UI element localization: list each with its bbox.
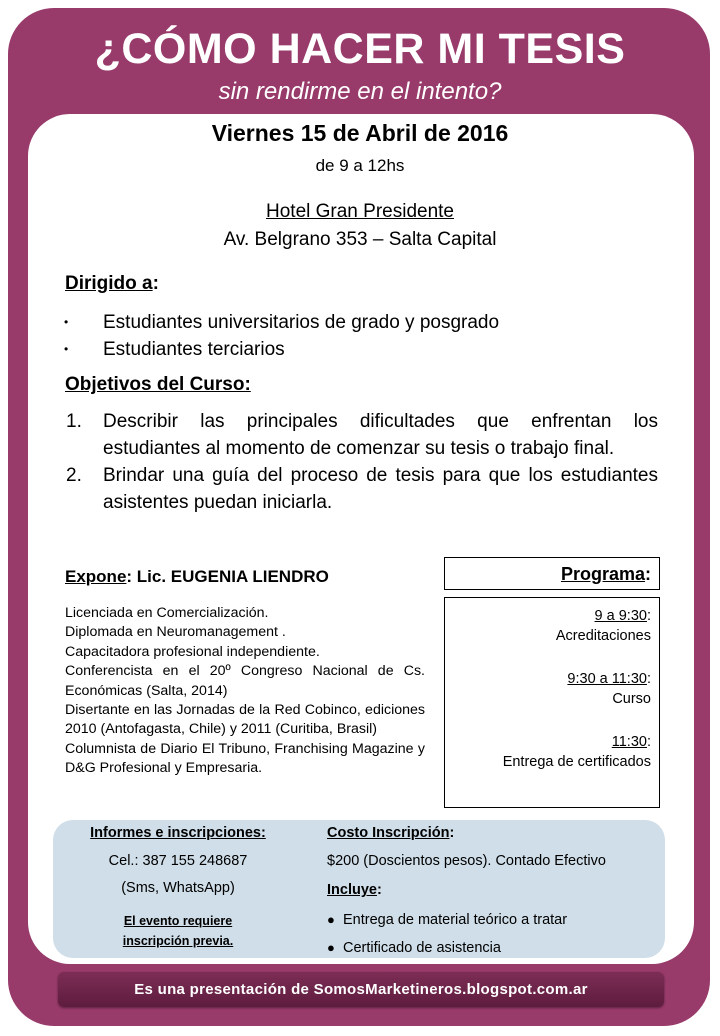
list-item [64, 408, 658, 462]
programa-label: Programa [560, 564, 645, 584]
incluye-list [327, 906, 567, 962]
programa-desc: Curso [612, 691, 651, 707]
informes-note-line1: El evento requiere [123, 914, 233, 928]
costo-heading [327, 825, 454, 841]
speaker-heading [65, 567, 329, 587]
event-address: Av. Belgrano 353 – Salta Capital [223, 229, 497, 250]
incluye-label: Incluye [327, 882, 377, 898]
speaker-name: : Lic. EUGENIA LIENDRO [126, 567, 329, 586]
event-venue: Hotel Gran Presidente [266, 201, 454, 222]
page-title: ¿CÓMO HACER MI TESIS [94, 25, 626, 73]
bio-line: Diplomada en Neuromanagement . [65, 624, 286, 641]
bullet-icon: ● [327, 940, 335, 955]
programa-item [567, 669, 651, 709]
costo-colon: : [449, 825, 455, 841]
costo-label: Costo Inscripción [327, 825, 450, 841]
bio-line: Conferencista en el 20º Congreso Nacional de Cs. Económicas (Salta, 2014) [65, 663, 425, 699]
bio-line: Capacitadora profesional independiente. [65, 643, 320, 660]
incluye-item-text: Certificado de asistencia [343, 940, 501, 956]
programa-time: 11:30: [611, 734, 651, 750]
list-item [64, 309, 499, 336]
dirigido-heading-label: Dirigido a [65, 273, 153, 294]
item-number: 1. [66, 411, 82, 432]
incluye-heading [327, 882, 382, 898]
dirigido-item-text: Estudiantes universitarios de grado y posgrado [103, 312, 500, 333]
bio-line: Columnista de Diario El Tribuno, Franchising Magazine y D&G Profesional y Empresaria. [65, 740, 425, 777]
bullet-icon: • [64, 315, 69, 329]
programa-heading [561, 564, 651, 585]
programa-time: 9 a 9:30: [594, 608, 651, 624]
objetivo-text: Describir las principales dificultades que enfrentan los estudiantes al momento de comenzar su tesis o trabajo final. [103, 411, 658, 459]
incluye-colon: : [376, 882, 382, 898]
programa-colon: : [645, 564, 651, 584]
dirigido-heading-colon: : [152, 273, 159, 294]
event-date: Viernes 15 de Abril de 2016 [211, 120, 509, 146]
programa-time-text: 9:30 a 11:30 [567, 671, 647, 687]
programa-time: 9:30 a 11:30: [567, 671, 651, 687]
informes-phone-note: (Sms, WhatsApp) [121, 880, 235, 896]
bullet-icon: • [64, 342, 69, 356]
dirigido-list [64, 309, 499, 363]
programa-time-text: 9 a 9:30 [594, 608, 647, 624]
programa-heading-box [444, 557, 660, 590]
dirigido-item-text: Estudiantes terciarios [103, 339, 285, 360]
speaker-bio [65, 604, 425, 779]
objetivos-list [64, 408, 658, 516]
list-item [64, 462, 658, 516]
bio-line: Disertante en las Jornadas de la Red Cobinco, ediciones 2010 (Antofagasta, Chile) y 2011 (Curitiba, Brasil) [65, 702, 425, 738]
list-item [327, 934, 567, 962]
footer-text: Es una presentación de SomosMarketineros.blogspot.com.ar [134, 981, 588, 998]
programa-time-text: 11:30 [611, 734, 647, 750]
informes-heading: Informes e inscripciones: [90, 825, 266, 841]
bullet-icon: ● [327, 912, 335, 927]
costo-price: $200 (Doscientos pesos). Contado Efectivo [327, 853, 606, 869]
programa-desc: Entrega de certificados [502, 754, 651, 770]
informes-note-line2: inscripción previa. [122, 934, 234, 948]
list-item [64, 336, 499, 363]
list-item [327, 906, 567, 934]
event-time: de 9 a 12hs [315, 156, 405, 175]
item-number: 2. [66, 465, 82, 486]
speaker-label: Expone [65, 567, 127, 586]
programa-box [444, 597, 660, 808]
programa-item [503, 732, 651, 772]
page-subtitle: sin rendirme en el intento? [218, 78, 502, 105]
objetivos-heading: Objetivos del Curso: [65, 374, 251, 395]
incluye-item-text: Entrega de material teórico a tratar [343, 912, 568, 928]
objetivo-text: Brindar una guía del proceso de tesis para que los estudiantes asistentes puedan iniciarla. [103, 465, 658, 513]
programa-desc: Acreditaciones [555, 628, 651, 644]
programa-item [556, 606, 651, 646]
bio-line: Licenciada en Comercialización. [65, 605, 269, 621]
informes-phone: Cel.: 387 155 248687 [108, 853, 248, 869]
dirigido-heading [65, 273, 159, 295]
